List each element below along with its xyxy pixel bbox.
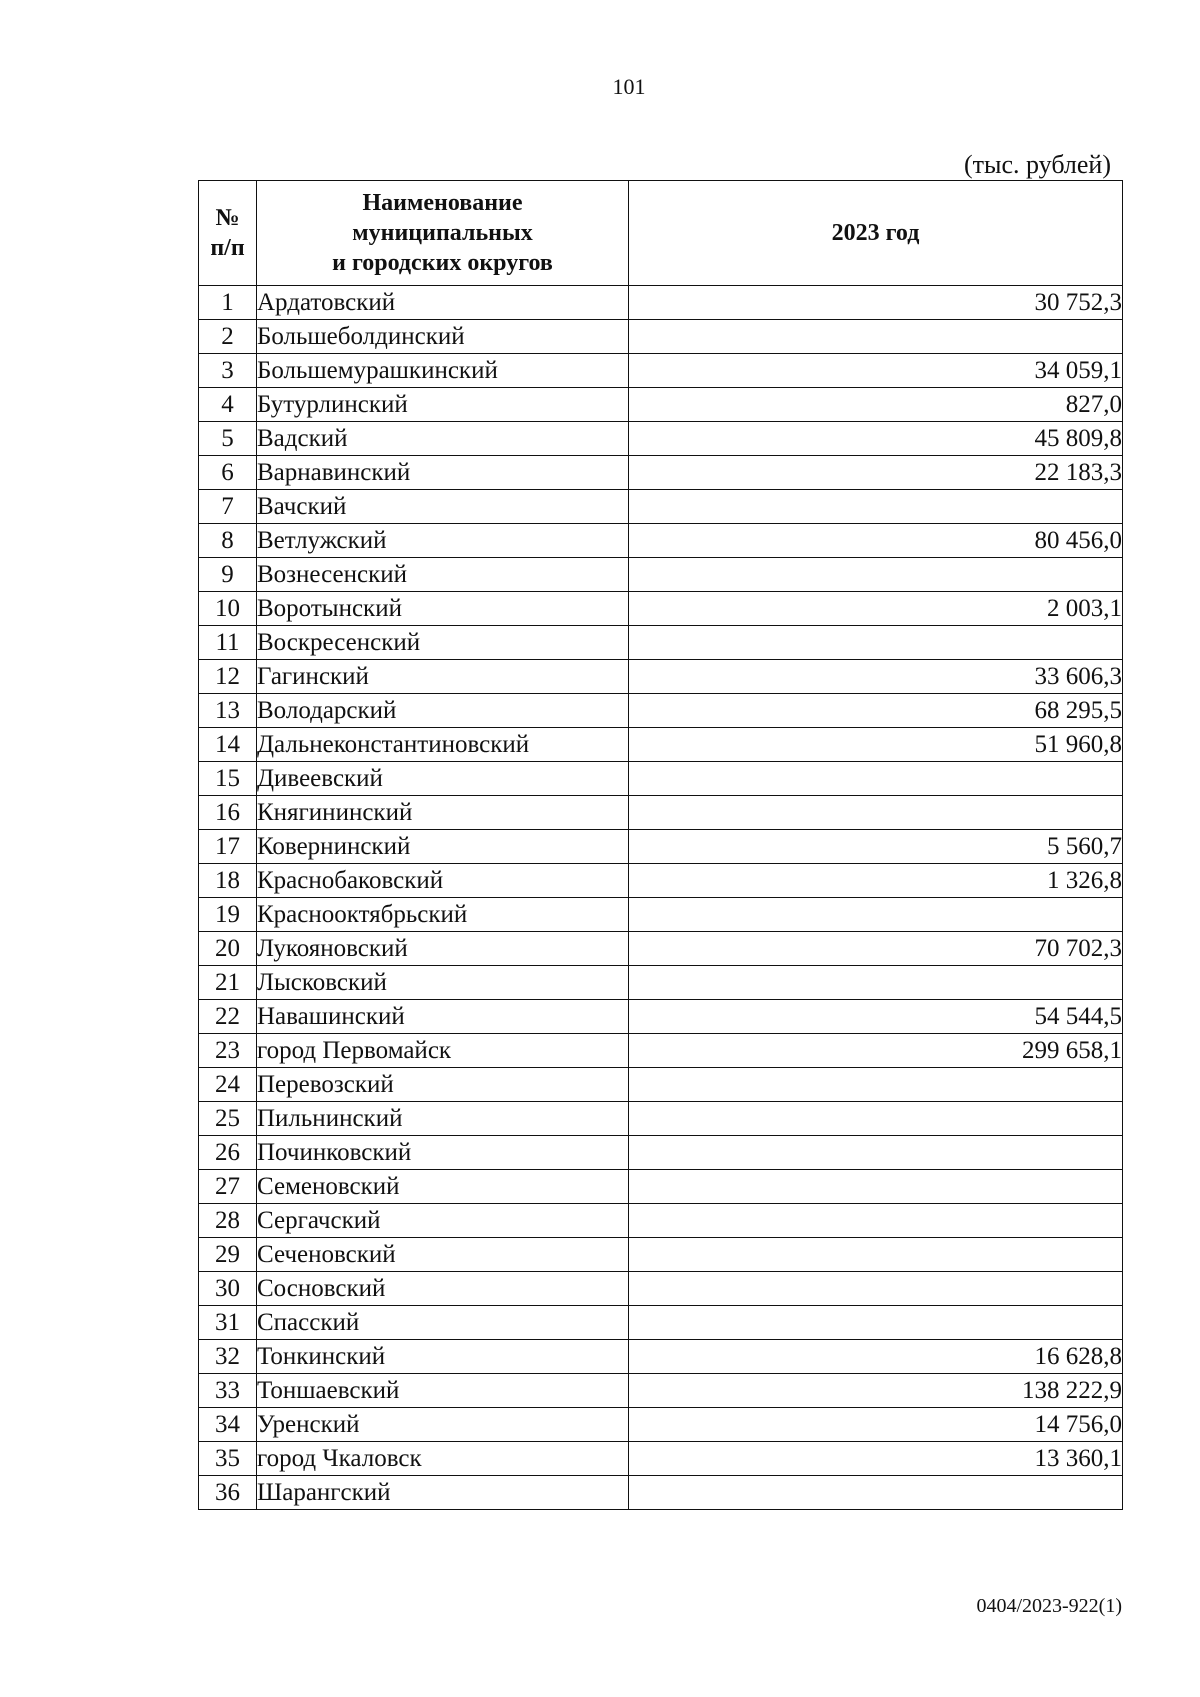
amount-2023 xyxy=(629,1170,1123,1204)
table-row xyxy=(199,1000,1123,1034)
table-row xyxy=(199,796,1123,830)
district-name: город Чкаловск xyxy=(257,1442,629,1476)
row-number: 17 xyxy=(199,830,257,864)
district-name: Дивеевский xyxy=(257,762,629,796)
district-name: Починковский xyxy=(257,1136,629,1170)
row-number: 7 xyxy=(199,490,257,524)
amount-2023: 45 809,8 xyxy=(629,422,1123,456)
table-row xyxy=(199,728,1123,762)
district-name: Тонкинский xyxy=(257,1340,629,1374)
table-row xyxy=(199,864,1123,898)
row-number: 18 xyxy=(199,864,257,898)
table-header xyxy=(199,181,1123,286)
district-name: Пильнинский xyxy=(257,1102,629,1136)
row-number: 8 xyxy=(199,524,257,558)
row-number: 29 xyxy=(199,1238,257,1272)
table-row xyxy=(199,1034,1123,1068)
district-name: Ковернинский xyxy=(257,830,629,864)
amount-2023: 138 222,9 xyxy=(629,1374,1123,1408)
district-name: Навашинский xyxy=(257,1000,629,1034)
district-name: Сергачский xyxy=(257,1204,629,1238)
budget-table xyxy=(198,180,1123,1510)
amount-2023: 70 702,3 xyxy=(629,932,1123,966)
district-name: Варнавинский xyxy=(257,456,629,490)
row-number: 34 xyxy=(199,1408,257,1442)
amount-2023 xyxy=(629,626,1123,660)
table-row xyxy=(199,830,1123,864)
district-name: Воротынский xyxy=(257,592,629,626)
district-name: Краснобаковский xyxy=(257,864,629,898)
row-number: 12 xyxy=(199,660,257,694)
amount-2023: 80 456,0 xyxy=(629,524,1123,558)
table-body xyxy=(199,286,1123,1510)
district-name: Перевозский xyxy=(257,1068,629,1102)
table-row xyxy=(199,966,1123,1000)
row-number: 1 xyxy=(199,286,257,320)
table-row xyxy=(199,320,1123,354)
table-row xyxy=(199,456,1123,490)
row-number: 2 xyxy=(199,320,257,354)
amount-2023 xyxy=(629,490,1123,524)
document-code: 0404/2023-922(1) xyxy=(976,1595,1122,1617)
district-name: Большемурашкинский xyxy=(257,354,629,388)
row-number: 4 xyxy=(199,388,257,422)
row-number: 31 xyxy=(199,1306,257,1340)
table-row xyxy=(199,1476,1123,1510)
amount-2023 xyxy=(629,1204,1123,1238)
district-name: Лукояновский xyxy=(257,932,629,966)
table-row xyxy=(199,422,1123,456)
district-name: Тоншаевский xyxy=(257,1374,629,1408)
table-row xyxy=(199,694,1123,728)
row-number: 23 xyxy=(199,1034,257,1068)
district-name: Большеболдинский xyxy=(257,320,629,354)
table-row xyxy=(199,490,1123,524)
district-name: Уренский xyxy=(257,1408,629,1442)
amount-2023: 51 960,8 xyxy=(629,728,1123,762)
table-row xyxy=(199,1102,1123,1136)
row-number: 14 xyxy=(199,728,257,762)
table-row xyxy=(199,558,1123,592)
table-row xyxy=(199,1238,1123,1272)
amount-2023: 34 059,1 xyxy=(629,354,1123,388)
row-number: 21 xyxy=(199,966,257,1000)
row-number: 27 xyxy=(199,1170,257,1204)
district-name: Гагинский xyxy=(257,660,629,694)
table-row xyxy=(199,354,1123,388)
amount-2023 xyxy=(629,762,1123,796)
table-row xyxy=(199,626,1123,660)
amount-2023: 14 756,0 xyxy=(629,1408,1123,1442)
district-name: Сеченовский xyxy=(257,1238,629,1272)
district-name: Спасский xyxy=(257,1306,629,1340)
amount-2023 xyxy=(629,1306,1123,1340)
row-number: 32 xyxy=(199,1340,257,1374)
row-number: 30 xyxy=(199,1272,257,1306)
row-number: 11 xyxy=(199,626,257,660)
district-name: город Первомайск xyxy=(257,1034,629,1068)
amount-2023 xyxy=(629,1476,1123,1510)
table-row xyxy=(199,1442,1123,1476)
district-name: Сосновский xyxy=(257,1272,629,1306)
table-row xyxy=(199,762,1123,796)
row-number: 36 xyxy=(199,1476,257,1510)
row-number: 6 xyxy=(199,456,257,490)
table-row xyxy=(199,1306,1123,1340)
table-row xyxy=(199,1068,1123,1102)
district-name: Княгининский xyxy=(257,796,629,830)
district-name: Вознесенский xyxy=(257,558,629,592)
district-name: Шарангский xyxy=(257,1476,629,1510)
row-number: 25 xyxy=(199,1102,257,1136)
district-name: Ветлужский xyxy=(257,524,629,558)
header-number: № п/п xyxy=(199,181,257,286)
amount-2023: 5 560,7 xyxy=(629,830,1123,864)
row-number: 24 xyxy=(199,1068,257,1102)
table-row xyxy=(199,1408,1123,1442)
table-row xyxy=(199,660,1123,694)
amount-2023: 299 658,1 xyxy=(629,1034,1123,1068)
district-name: Дальнеконстантиновский xyxy=(257,728,629,762)
amount-2023 xyxy=(629,1136,1123,1170)
table-row xyxy=(199,1340,1123,1374)
table-row xyxy=(199,388,1123,422)
table-row xyxy=(199,286,1123,320)
header-year: 2023 год xyxy=(629,181,1123,286)
table-row xyxy=(199,1272,1123,1306)
amount-2023 xyxy=(629,320,1123,354)
district-name: Лысковский xyxy=(257,966,629,1000)
district-name: Бутурлинский xyxy=(257,388,629,422)
amount-2023 xyxy=(629,558,1123,592)
row-number: 3 xyxy=(199,354,257,388)
district-name: Вачский xyxy=(257,490,629,524)
amount-2023 xyxy=(629,1238,1123,1272)
amount-2023: 33 606,3 xyxy=(629,660,1123,694)
amount-2023: 30 752,3 xyxy=(629,286,1123,320)
district-name: Семеновский xyxy=(257,1170,629,1204)
table-row xyxy=(199,1374,1123,1408)
amount-2023: 827,0 xyxy=(629,388,1123,422)
table-row xyxy=(199,1170,1123,1204)
amount-2023: 16 628,8 xyxy=(629,1340,1123,1374)
row-number: 10 xyxy=(199,592,257,626)
amount-2023: 68 295,5 xyxy=(629,694,1123,728)
table-row xyxy=(199,1204,1123,1238)
table-row xyxy=(199,1136,1123,1170)
amount-2023: 54 544,5 xyxy=(629,1000,1123,1034)
header-name: Наименование муниципальных и городских округов xyxy=(257,181,629,286)
amount-2023: 1 326,8 xyxy=(629,864,1123,898)
district-name: Вадский xyxy=(257,422,629,456)
row-number: 13 xyxy=(199,694,257,728)
amount-2023: 22 183,3 xyxy=(629,456,1123,490)
amount-2023 xyxy=(629,796,1123,830)
header-row xyxy=(199,181,1123,286)
district-name: Ардатовский xyxy=(257,286,629,320)
row-number: 19 xyxy=(199,898,257,932)
amount-2023 xyxy=(629,1272,1123,1306)
table-row xyxy=(199,592,1123,626)
row-number: 9 xyxy=(199,558,257,592)
district-name: Краснооктябрьский xyxy=(257,898,629,932)
district-name: Воскресенский xyxy=(257,626,629,660)
amount-2023: 2 003,1 xyxy=(629,592,1123,626)
row-number: 5 xyxy=(199,422,257,456)
table-row xyxy=(199,932,1123,966)
row-number: 28 xyxy=(199,1204,257,1238)
table-row xyxy=(199,524,1123,558)
units-label: (тыс. рублей) xyxy=(963,150,1111,179)
amount-2023: 13 360,1 xyxy=(629,1442,1123,1476)
amount-2023 xyxy=(629,898,1123,932)
row-number: 33 xyxy=(199,1374,257,1408)
row-number: 20 xyxy=(199,932,257,966)
row-number: 22 xyxy=(199,1000,257,1034)
page-number: 101 xyxy=(612,74,646,99)
row-number: 15 xyxy=(199,762,257,796)
row-number: 16 xyxy=(199,796,257,830)
amount-2023 xyxy=(629,1068,1123,1102)
row-number: 26 xyxy=(199,1136,257,1170)
table-row xyxy=(199,898,1123,932)
district-name: Володарский xyxy=(257,694,629,728)
amount-2023 xyxy=(629,966,1123,1000)
row-number: 35 xyxy=(199,1442,257,1476)
amount-2023 xyxy=(629,1102,1123,1136)
